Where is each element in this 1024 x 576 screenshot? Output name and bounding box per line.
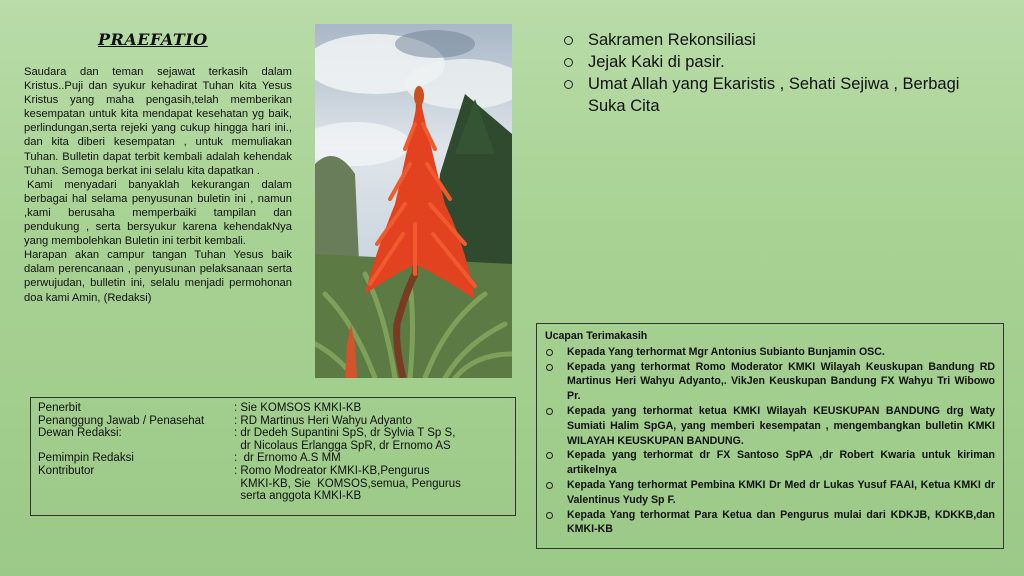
list-item: Kepada Yang terhormat Pembina KMKI Dr Med dr Lukas Yusuf FAAI, Ketua KMKI dr Valentinus Yudy Sp F. [545,478,995,508]
list-item: Kepada Yang terhormat Para Ketua dan Pengurus mulai dari KDKJB, KDKKB,dan KMKI-KB [545,508,995,538]
masthead-label: Kontributor [38,464,95,477]
praefatio-paragraph: Saudara dan teman sejawat terkasih dalam Kristus..Puji dan syukur kehadirat Tuhan kita Yesus Kristus yang maha pengasih,telah memberikan kesempatan untuk kita mendapat kesehatan yg baik, perlindungan,serta rejeki yang cukup hingga hari ini., dan kita diberi kesempatan , untuk memuliakan Tuhan. Bulletin dapat terbit kembali adalah kehendak Tuhan. Semoga berkat ini selalu kita dapatkan . [24,66,292,177]
masthead-row [38,465,508,503]
masthead-value: : dr Ernomo A.S MM [234,452,341,465]
masthead-label: Penerbit [38,402,81,414]
list-item: Umat Allah yang Ekaristis , Sehati Sejiwa , Berbagi Suka Cita [560,73,960,117]
masthead-value: : Sie KOMSOS KMKI-KB [234,402,362,414]
masthead-value: : RD Martinus Heri Wahyu Adyanto [234,414,412,427]
masthead-row [38,415,508,428]
masthead-value: : Romo Modreator KMKI-KB,Pengurus KMKI-KB, Sie KOMSOS,semua, Pengurus serta anggota KMKI-KB [234,464,461,503]
praefatio-paragraph: Harapan akan campur tangan Tuhan Yesus baik dalam perencanaan , penyusunan pelaksanaan serta perwujudan, bulletin ini, selalu menjadi permohonan doa kami Amin, (Redaksi) [24,249,292,304]
acknowledgements-box [536,323,1004,549]
masthead-row [38,427,508,452]
praefatio-title: PRAEFATIO [98,30,208,49]
list-item: Sakramen Rekonsiliasi [560,29,960,51]
masthead-value: : dr Dedeh Supantini SpS, dr Sylvia T Sp S, dr Nicolaus Erlangga SpR, dr Ernomo AS [234,427,456,452]
praefatio-text [24,65,292,305]
list-item: Kepada yang terhormat ketua KMKI Wilayah KEUSKUPAN BANDUNG drg Waty Sumiati Halim SpGA, yang memberi kesempatan , mengembangkan bulletin KMKI WILAYAH KEUSKUPAN BANDUNG. [545,404,995,448]
acknowledgements-title: Ucapan Terimakasih [545,330,648,342]
list-item: Jejak Kaki di pasir. [560,51,960,73]
praefatio-paragraph: Kami menyadari banyaklah kekurangan dalam berbagai hal selama penyusunan buletin ini , namun ,kami berusaha memperbaiki tampilan dan pendukung , serta bersyukur karena kehendakNya yang membolehkan Buletin ini terbit kembali. [24,178,292,248]
list-item: Kepada yang terhormat Romo Moderator KMKI Wilayah Keuskupan Bandung RD Martinus Heri Wahyu Adyanto,. VikJen Keuskupan Bandung FX Wahyu Tri Wibowo Pr. [545,360,995,404]
aloe-flower-photo [315,24,512,378]
topics-list [560,29,960,117]
masthead-row [38,452,508,465]
masthead-row [38,402,508,415]
acknowledgements-list [545,345,995,537]
masthead-box [30,397,516,516]
masthead-label: Penanggung Jawab / Penasehat [38,414,205,427]
list-item: Kepada Yang terhormat Mgr Antonius Subianto Bunjamin OSC. [545,345,995,360]
list-item: Kepada yang terhormat dr FX Santoso SpPA ,dr Robert Kwaria untuk kiriman artikelnya [545,448,995,478]
masthead-label: Pemimpin Redaksi [38,452,134,465]
masthead-label: Dewan Redaksi: [38,427,122,440]
